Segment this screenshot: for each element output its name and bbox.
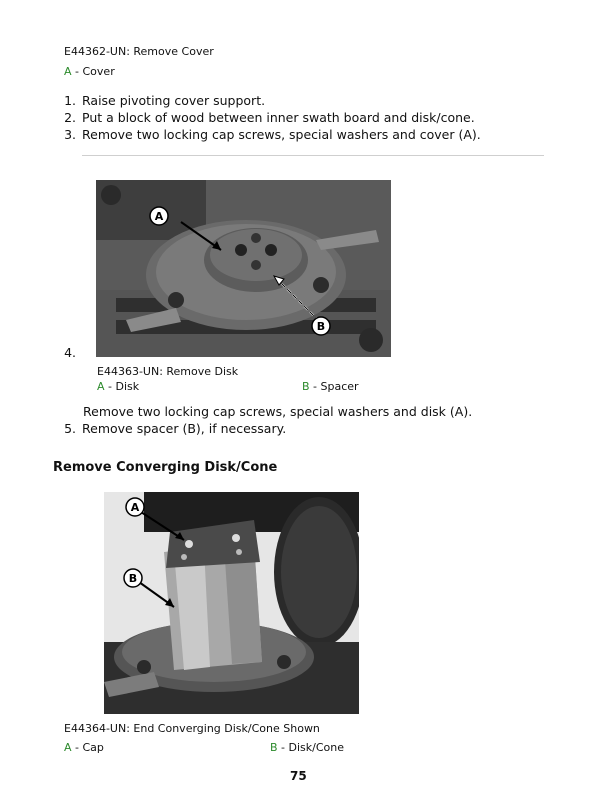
figure-2-callout-a (97, 380, 139, 393)
callout-key: A (97, 380, 105, 393)
divider-line (82, 155, 544, 156)
callout-label: Spacer (320, 380, 359, 393)
step-4 (60, 344, 82, 361)
steps-list-1 (60, 92, 481, 143)
figure-1-caption: E44362-UN: Remove Cover (64, 45, 214, 58)
callout-separator: - (71, 741, 83, 754)
figure-2-instruction: Remove two locking cap screws, special washers and disk (A). (83, 404, 473, 419)
photo-marker-a: A (130, 501, 140, 514)
disk-removal-illustration (96, 180, 391, 357)
callout-key: A (64, 741, 72, 754)
callout-separator: - (71, 65, 83, 78)
page-number: 75 (290, 769, 307, 783)
step-text: Raise pivoting cover support. (82, 93, 266, 108)
callout-key: A (64, 65, 72, 78)
figure-2-caption: E44363-UN: Remove Disk (97, 365, 239, 378)
figure-2-callout-b (302, 380, 359, 393)
step-text: Remove spacer (B), if necessary. (82, 421, 287, 436)
figure-1-callout-a (64, 65, 115, 78)
callout-key: B (270, 741, 278, 754)
photo-marker-b: B (128, 572, 138, 585)
step-text: Remove two locking cap screws, special washers and cover (A). (82, 127, 481, 142)
step-5 (60, 420, 286, 437)
callout-separator: - (104, 380, 116, 393)
callout-label: Disk (115, 380, 140, 393)
step-number: 3. (64, 127, 76, 142)
figure-3-callout-a (64, 741, 104, 754)
callout-separator: - (309, 380, 321, 393)
step-number: 5. (64, 421, 76, 436)
step-number: 2. (64, 110, 76, 125)
callout-label: Cap (82, 741, 104, 754)
callout-separator: - (277, 741, 289, 754)
step-number: 1. (64, 93, 76, 108)
step-text: Put a block of wood between inner swath board and disk/cone. (82, 110, 475, 125)
step-2 (60, 109, 481, 126)
step-3 (60, 126, 481, 143)
step-1 (60, 92, 481, 109)
callout-key: B (302, 380, 310, 393)
step-number: 4. (64, 345, 76, 360)
callout-label: Disk/Cone (288, 741, 344, 754)
converging-disk-illustration (104, 492, 359, 714)
photo-marker-a: A (154, 210, 164, 223)
callout-label: Cover (82, 65, 115, 78)
photo-marker-b: B (316, 320, 326, 333)
figure-3-caption: E44364-UN: End Converging Disk/Cone Shown (64, 722, 320, 735)
section-heading: Remove Converging Disk/Cone (53, 460, 278, 475)
figure-3-callout-b (270, 741, 344, 754)
converging-disk-photo (104, 492, 359, 714)
disk-removal-photo (96, 180, 391, 357)
